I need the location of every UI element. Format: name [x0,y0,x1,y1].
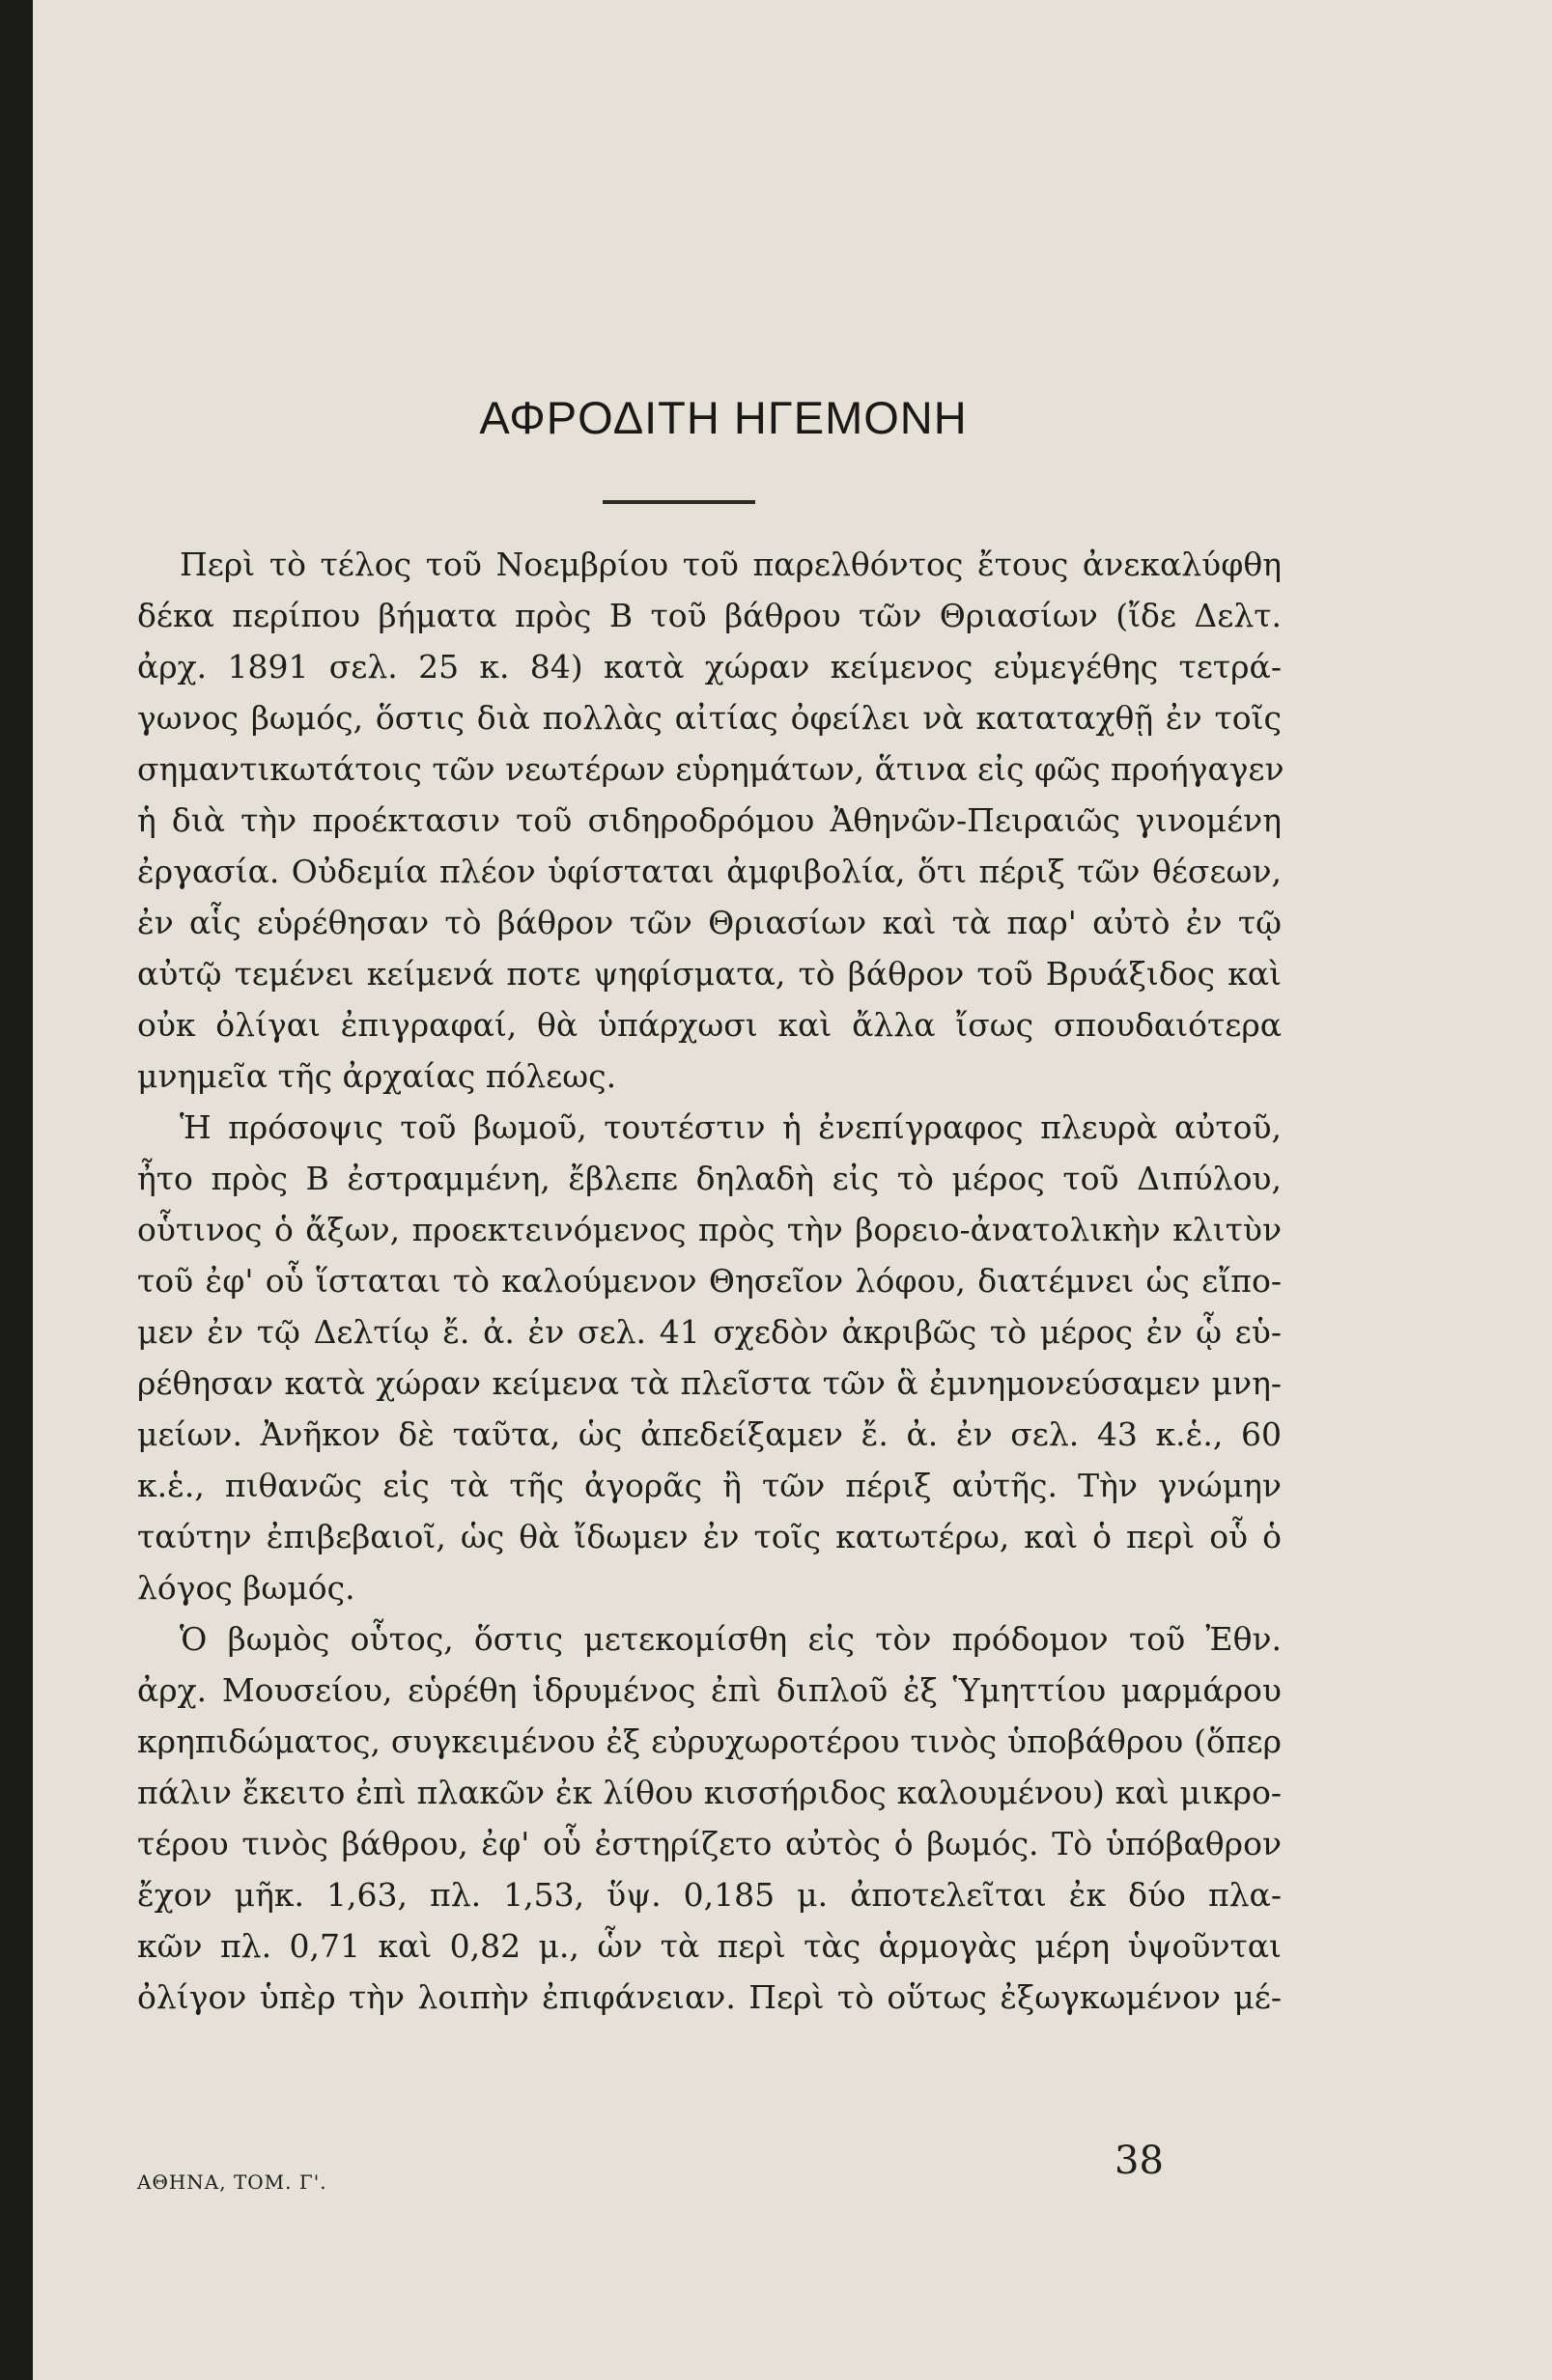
text-line: κῶν πλ. 0,71 καὶ 0,82 μ., ὧν τὰ περὶ τὰς ἁρμογὰς μέρη ὑψοῦνται [137,1927,1282,1965]
text-line: μεν ἐν τῷ Δελτίῳ ἔ. ἀ. ἐν σελ. 41 σχεδὸν ἀκριβῶς τὸ μέρος ἐν ᾧ εὑ- [137,1313,1282,1351]
text-line: αὐτῷ τεμένει κείμενά ποτε ψηφίσματα, τὸ βάθρον τοῦ Βρυάξιδος καὶ [137,955,1282,993]
text-line: ἦτο πρὸς Β ἐστραμμένη, ἔβλεπε δηλαδὴ εἰς τὸ μέρος τοῦ Διπύλου, [137,1160,1282,1197]
text-line: τέρου τινὸς βάθρου, ἐφ' οὗ ἐστηρίζετο αὐτὸς ὁ βωμός. Τὸ ὑπόβαθρον [137,1825,1282,1862]
footer-signature: ΑΘΗΝΑ, ΤΟΜ. Γ'. [137,2170,327,2194]
body-text [137,539,1282,2023]
text-line: πάλιν ἔκειτο ἐπὶ πλακῶν ἐκ λίθου κισσήριδος καλουμένου) καὶ μικρο- [137,1774,1282,1811]
article-title: ΑΦΡΟΔΙΤΗ ΗΓΕΜΟΝΗ [479,392,968,443]
text-line: μείων. Ἀνῆκον δὲ ταῦτα, ὡς ἀπεδείξαμεν ἔ. ἀ. ἐν σελ. 43 κ.ἑ., 60 [137,1415,1282,1453]
text-line: ἐργασία. Οὐδεμία πλέον ὑφίσταται ἀμφιβολία, ὅτι πέριξ τῶν θέσεων, [137,853,1282,890]
text-line: Περὶ τὸ τέλος τοῦ Νοεμβρίου τοῦ παρελθόντος ἔτους ἀνεκαλύφθη [180,546,1282,583]
text-line: οὐκ ὀλίγαι ἐπιγραφαί, θὰ ὑπάρχωσι καὶ ἄλλα ἴσως σπουδαιότερα [137,1006,1282,1044]
text-line: μνημεῖα τῆς ἀρχαίας πόλεως. [137,1057,617,1095]
text-line: ἀρχ. 1891 σελ. 25 κ. 84) κατὰ χώραν κείμενος εὐμεγέθης τετρά- [137,648,1282,686]
text-line: οὗτινος ὁ ἄξων, προεκτεινόμενος πρὸς τὴν βορειο-ἀνατολικὴν κλιτὺν [137,1211,1282,1248]
text-line: ἡ διὰ τὴν προέκτασιν τοῦ σιδηροδρόμου Ἀθηνῶν-Πειραιῶς γινομένη [137,801,1282,839]
book-page [33,0,1552,2380]
text-line: ταύτην ἐπιβεβαιοῖ, ὡς θὰ ἴδωμεν ἐν τοῖς κατωτέρω, καὶ ὁ περὶ οὗ ὁ [137,1518,1282,1555]
text-line: γωνος βωμός, ὅστις διὰ πολλὰς αἰτίας ὀφείλει νὰ καταταχθῇ ἐν τοῖς [137,699,1282,737]
text-line: κρηπιδώματος, συγκειμένου ἐξ εὐρυχωροτέρου τινὸς ὑποβάθρου (ὅπερ [137,1722,1282,1760]
text-line: ἔχον μῆκ. 1,63, πλ. 1,53, ὕψ. 0,185 μ. ἀποτελεῖται ἐκ δύο πλα- [137,1876,1282,1914]
text-line: ἐν αἷς εὑρέθησαν τὸ βάθρον τῶν Θριασίων καὶ τὰ παρ' αὐτὸ ἐν τῷ [137,904,1282,941]
text-line: ὀλίγον ὑπὲρ τὴν λοιπὴν ἐπιφάνειαν. Περὶ τὸ οὕτως ἐξωγκωμένον μέ- [137,1978,1282,2016]
text-line: Ὁ βωμὸς οὗτος, ὅστις μετεκομίσθη εἰς τὸν πρόδομον τοῦ Ἐθν. [180,1620,1282,1658]
title-rule [603,500,755,504]
text-line: λόγος βωμός. [137,1569,355,1607]
text-line: ρέθησαν κατὰ χώραν κείμενα τὰ πλεῖστα τῶν ἃ ἐμνημονεύσαμεν μνη- [137,1364,1282,1402]
text-line: ἀρχ. Μουσείου, εὑρέθη ἱδρυμένος ἐπὶ διπλοῦ ἐξ Ὑμηττίου μαρμάρου [137,1671,1282,1709]
text-line: σημαντικωτάτοις τῶν νεωτέρων εὑρημάτων, ἅτινα εἰς φῶς προήγαγεν [137,750,1284,788]
text-line: τοῦ ἐφ' οὗ ἵσταται τὸ καλούμενον Θησεῖον λόφου, διατέμνει ὡς εἴπο- [137,1262,1282,1300]
text-line: δέκα περίπου βήματα πρὸς Β τοῦ βάθρου τῶν Θριασίων (ἴδε Δελτ. [137,597,1282,634]
page-number: 38 [1115,2139,1164,2183]
text-line: κ.ἑ., πιθανῶς εἰς τὰ τῆς ἀγορᾶς ἢ τῶν πέριξ αὐτῆς. Τὴν γνώμην [137,1467,1282,1504]
text-line: Ἡ πρόσοψις τοῦ βωμοῦ, τουτέστιν ἡ ἐνεπίγραφος πλευρὰ αὐτοῦ, [180,1108,1282,1146]
